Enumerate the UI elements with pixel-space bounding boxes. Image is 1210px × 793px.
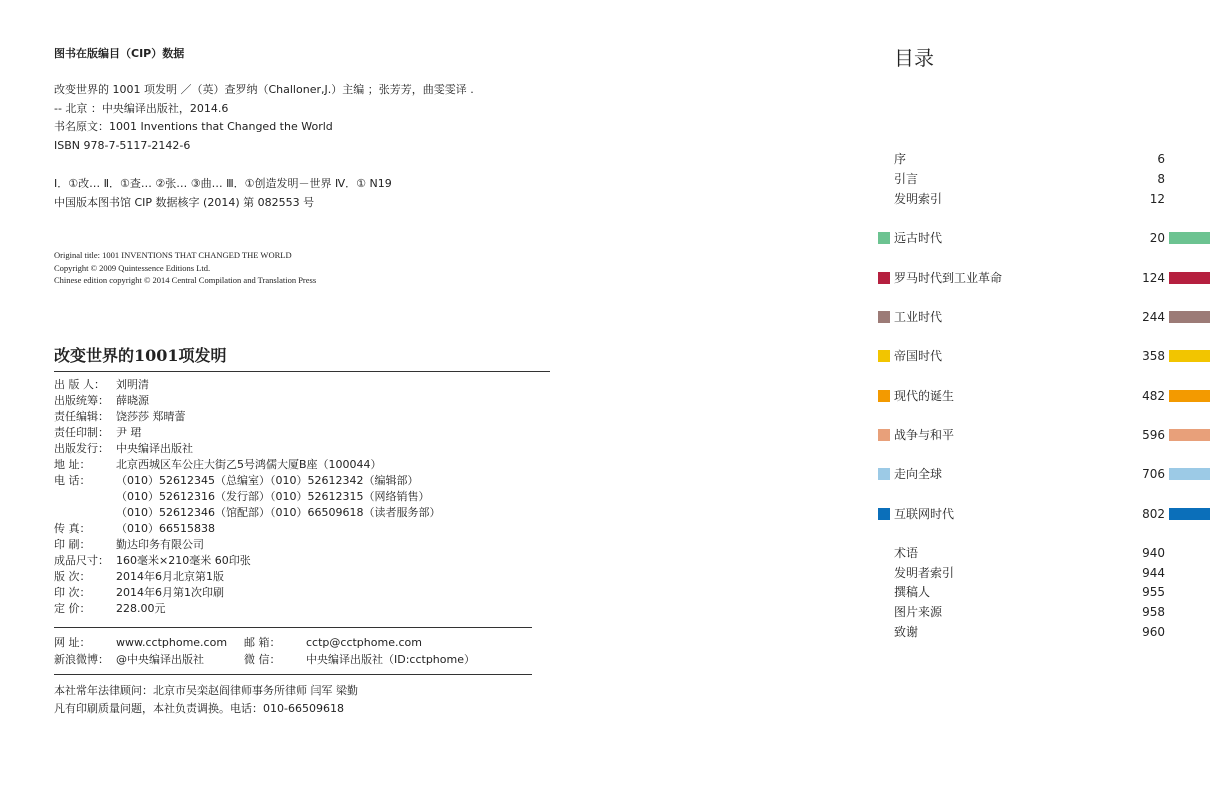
era-color-bar [1169, 390, 1210, 402]
divider [54, 627, 532, 628]
pub-row [54, 441, 440, 457]
era-color-bar [1169, 350, 1210, 362]
original-copyright [54, 249, 316, 287]
pub-row [54, 553, 440, 569]
publishing-info [54, 377, 440, 617]
classification [54, 174, 392, 212]
toc-entry-page: 958 [1142, 605, 1165, 619]
era-color-swatch [878, 468, 890, 480]
toc-entry-label: 发明者索引 [894, 566, 955, 580]
pub-label: 电 话： [54, 474, 91, 487]
toc-era-entry[interactable] [878, 309, 1210, 325]
contact-info [54, 634, 475, 668]
era-color-swatch [878, 272, 890, 284]
pub-value: （010）66515838 [116, 522, 215, 535]
toc-entry[interactable] [878, 604, 1210, 620]
pub-value: 刘明清 [116, 378, 149, 391]
legal-line: 凡有印刷质量问题，本社负责调换。电话：010-66509618 [54, 702, 344, 715]
toc-entry-label: 引言 [894, 172, 919, 186]
pub-value: 尹 珺 [116, 426, 142, 439]
toc-era-entry[interactable] [878, 230, 1210, 246]
pub-label: 传 真： [54, 522, 91, 535]
toc-era-entry[interactable] [878, 506, 1210, 522]
toc-entry[interactable] [878, 171, 1210, 187]
contact-label: 网 址： [54, 636, 91, 649]
pub-row [54, 569, 440, 585]
toc-entry-page: 596 [1142, 428, 1165, 442]
toc-entry[interactable] [878, 151, 1210, 167]
classification-line: 中国版本图书馆 CIP 数据核字 (2014) 第 082553 号 [54, 196, 315, 209]
pub-value: 160毫米×210毫米 60印张 [116, 554, 251, 567]
toc-entry-page: 6 [1157, 152, 1165, 166]
toc-entry-label: 帝国时代 [894, 349, 943, 363]
toc-entry-label: 走向全球 [894, 467, 943, 481]
era-color-swatch [878, 429, 890, 441]
pub-value: （010）52612346（馆配部）（010）66509618（读者服务部） [116, 506, 441, 519]
era-color-swatch [878, 390, 890, 402]
toc-entry-page: 940 [1142, 546, 1165, 560]
toc-title: 目录 [894, 46, 934, 70]
toc-entry-page: 20 [1149, 231, 1165, 245]
era-color-swatch [878, 508, 890, 520]
original-line: Original title: 1001 INVENTIONS THAT CHANGED THE WORLD [54, 250, 292, 260]
toc-era-entry[interactable] [878, 388, 1210, 404]
pub-value: 2014年6月第1次印刷 [116, 586, 224, 599]
pub-row [54, 393, 440, 409]
pub-label: 责任编辑： [54, 410, 109, 423]
classification-line: Ⅰ．①改… Ⅱ．①查… ②张… ③曲… Ⅲ．①创造发明－世界 Ⅳ．① N19 [54, 177, 392, 190]
toc-entry-label: 序 [894, 152, 907, 166]
toc-entry[interactable] [878, 565, 1210, 581]
toc-entry-label: 远古时代 [894, 231, 943, 245]
pub-label: 出版发行： [54, 442, 109, 455]
toc-entry-label: 战争与和平 [894, 428, 955, 442]
era-color-bar [1169, 232, 1210, 244]
pub-row [54, 489, 440, 505]
cip-line: ISBN 978-7-5117-2142-6 [54, 138, 191, 152]
pub-label: 出 版 人： [54, 378, 105, 391]
divider [54, 371, 550, 372]
era-color-bar [1169, 468, 1210, 480]
toc-entry-page: 482 [1142, 389, 1165, 403]
divider [54, 674, 532, 675]
era-color-swatch [878, 232, 890, 244]
website-link[interactable]: www.cctphome.com [116, 636, 228, 649]
pub-value: 饶莎莎 郑晴蕾 [116, 410, 186, 423]
pub-value: 228.00元 [116, 602, 166, 615]
pub-value: 北京西城区车公庄大街乙5号鸿儒大厦B座（100044） [116, 458, 382, 471]
toc-entry[interactable] [878, 545, 1210, 561]
toc-entry-label: 图片来源 [894, 605, 943, 619]
pub-row [54, 425, 440, 441]
toc-entry-page: 8 [1157, 172, 1165, 186]
pub-row [54, 585, 440, 601]
pub-row [54, 457, 440, 473]
toc-entry-page: 12 [1149, 192, 1165, 206]
pub-label: 出版统筹： [54, 394, 109, 407]
pub-value: 中央编译出版社 [116, 442, 193, 455]
era-color-bar [1169, 272, 1210, 284]
toc-entry-label: 工业时代 [894, 310, 943, 324]
email-link[interactable]: cctp@cctphome.com [306, 636, 422, 649]
original-line: Copyright © 2009 Quintessence Editions Ltd. [54, 262, 211, 273]
pub-value: 2014年6月北京第1版 [116, 570, 224, 583]
pub-label [54, 489, 116, 505]
toc-entry-page: 124 [1142, 271, 1165, 285]
pub-row [54, 505, 440, 521]
pub-row [54, 409, 440, 425]
era-color-bar [1169, 429, 1210, 441]
pub-label [54, 505, 116, 521]
toc-entry-page: 944 [1142, 566, 1165, 580]
toc-entry-page: 706 [1142, 467, 1165, 481]
toc-entry[interactable] [878, 584, 1210, 600]
toc-entry-page: 244 [1142, 310, 1165, 324]
toc-era-entry[interactable] [878, 348, 1210, 364]
toc-era-entry[interactable] [878, 466, 1210, 482]
book-title: 改变世界的1001项发明 [54, 346, 227, 365]
contact-row [54, 651, 475, 668]
toc-entry-label: 互联网时代 [894, 507, 955, 521]
toc-entry-label: 现代的诞生 [894, 389, 955, 403]
contact-label: 邮 箱： [244, 636, 281, 649]
cip-heading: 图书在版编目（CIP）数据 [54, 47, 185, 60]
toc-entry-label: 术语 [894, 546, 919, 560]
original-line: Chinese edition copyright © 2014 Central Compilation and Translation Press [54, 275, 317, 285]
pub-value: （010）52612345（总编室）（010）52612342（编辑部） [116, 474, 419, 487]
pub-row [54, 601, 440, 617]
toc-entry-label: 发明索引 [894, 192, 943, 206]
cip-line: 书名原文：1001 Inventions that Changed the World [54, 120, 333, 133]
pub-label: 成品尺寸： [54, 554, 109, 567]
pub-value: 勤达印务有限公司 [116, 538, 204, 551]
era-color-bar [1169, 311, 1210, 323]
pub-label: 地 址： [54, 458, 91, 471]
pub-value: （010）52612316（发行部）（010）52612315（网络销售） [116, 490, 430, 503]
pub-row [54, 473, 440, 489]
cip-data [54, 81, 474, 155]
wechat-value: 中央编译出版社（ID:cctphome） [306, 653, 475, 666]
contact-row [54, 634, 475, 651]
pub-label: 责任印制： [54, 426, 109, 439]
toc-entry-page: 955 [1142, 585, 1165, 599]
toc-era-entry[interactable] [878, 270, 1210, 286]
pub-row [54, 537, 440, 553]
cip-line: 改变世界的 1001 项发明 ／（英）查罗纳（Challoner,J.）主编 ；张芳芳，曲雯雯译 . [54, 83, 474, 96]
legal-line: 本社常年法律顾问：北京市吴栾赵阎律师事务所律师 闫军 梁勤 [54, 684, 358, 697]
toc-entry[interactable] [878, 624, 1210, 640]
pub-label: 印 刷： [54, 538, 91, 551]
toc-entry-page: 358 [1142, 349, 1165, 363]
cip-line: -- 北京 ：中央编译出版社，2014.6 [54, 101, 229, 115]
era-color-swatch [878, 350, 890, 362]
pub-label: 印 次： [54, 586, 91, 599]
legal-notice [54, 682, 358, 718]
toc-entry-page: 802 [1142, 507, 1165, 521]
toc-entry-label: 撰稿人 [894, 585, 931, 599]
era-color-bar [1169, 508, 1210, 520]
era-color-swatch [878, 311, 890, 323]
contact-label: 新浪微博： [54, 653, 109, 666]
pub-row [54, 521, 440, 537]
toc-entry-page: 960 [1142, 625, 1165, 639]
weibo-value: @中央编译出版社 [116, 653, 204, 666]
toc-entry-label: 致谢 [894, 625, 919, 639]
pub-label: 定 价： [54, 602, 91, 615]
pub-label: 版 次： [54, 570, 91, 583]
toc-entry[interactable] [878, 191, 1210, 207]
pub-value: 薛晓源 [116, 394, 149, 407]
toc-entry-label: 罗马时代到工业革命 [894, 271, 1003, 285]
contact-label: 微 信： [244, 653, 281, 666]
toc-era-entry[interactable] [878, 427, 1210, 443]
pub-row [54, 377, 440, 393]
